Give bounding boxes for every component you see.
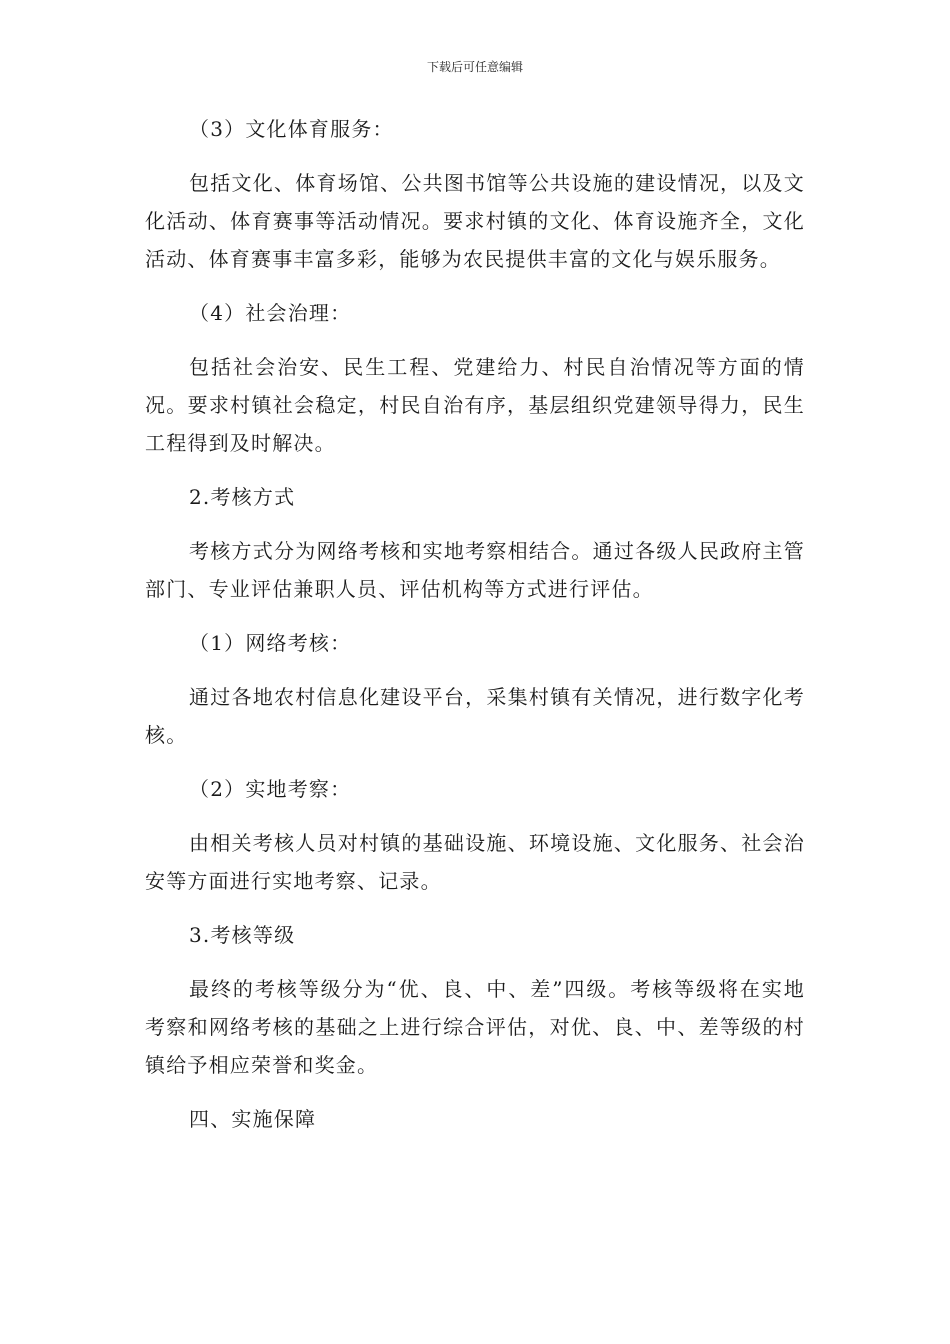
body-paragraph: 由相关考核人员对村镇的基础设施、环境设施、文化服务、社会治安等方面进行实地考察、记录。 [145, 831, 805, 893]
section-heading: （2）实地考察： [189, 777, 352, 801]
body-paragraph: 最终的考核等级分为“优、良、中、差”四级。考核等级将在实地考察和网络考核的基础之上进行综合评估，对优、良、中、差等级的村镇给予相应荣誉和奖金。 [145, 977, 805, 1077]
section-heading: 3.考核等级 [189, 923, 296, 947]
body-paragraph: 包括文化、体育场馆、公共图书馆等公共设施的建设情况，以及文化活动、体育赛事等活动情况。要求村镇的文化、体育设施齐全，文化活动、体育赛事丰富多彩，能够为农民提供丰富的文化与娱乐服务。 [145, 171, 805, 271]
body-paragraph: 通过各地农村信息化建设平台，采集村镇有关情况，进行数字化考核。 [145, 685, 805, 747]
section-heading: （1）网络考核： [189, 631, 352, 655]
section-heading: （3）文化体育服务： [189, 117, 394, 141]
document-body [145, 110, 805, 1154]
body-paragraph: 考核方式分为网络考核和实地考察相结合。通过各级人民政府主管部门、专业评估兼职人员、评估机构等方式进行评估。 [145, 539, 805, 601]
body-paragraph: 包括社会治安、民生工程、党建给力、村民自治情况等方面的情况。要求村镇社会稳定，村民自治有序，基层组织党建领导得力，民生工程得到及时解决。 [145, 355, 805, 455]
page-header: 下载后可任意编辑 [426, 60, 523, 74]
section-heading: 四、实施保障 [189, 1107, 317, 1131]
section-heading: 2.考核方式 [189, 485, 296, 509]
section-heading: （4）社会治理： [189, 301, 352, 325]
